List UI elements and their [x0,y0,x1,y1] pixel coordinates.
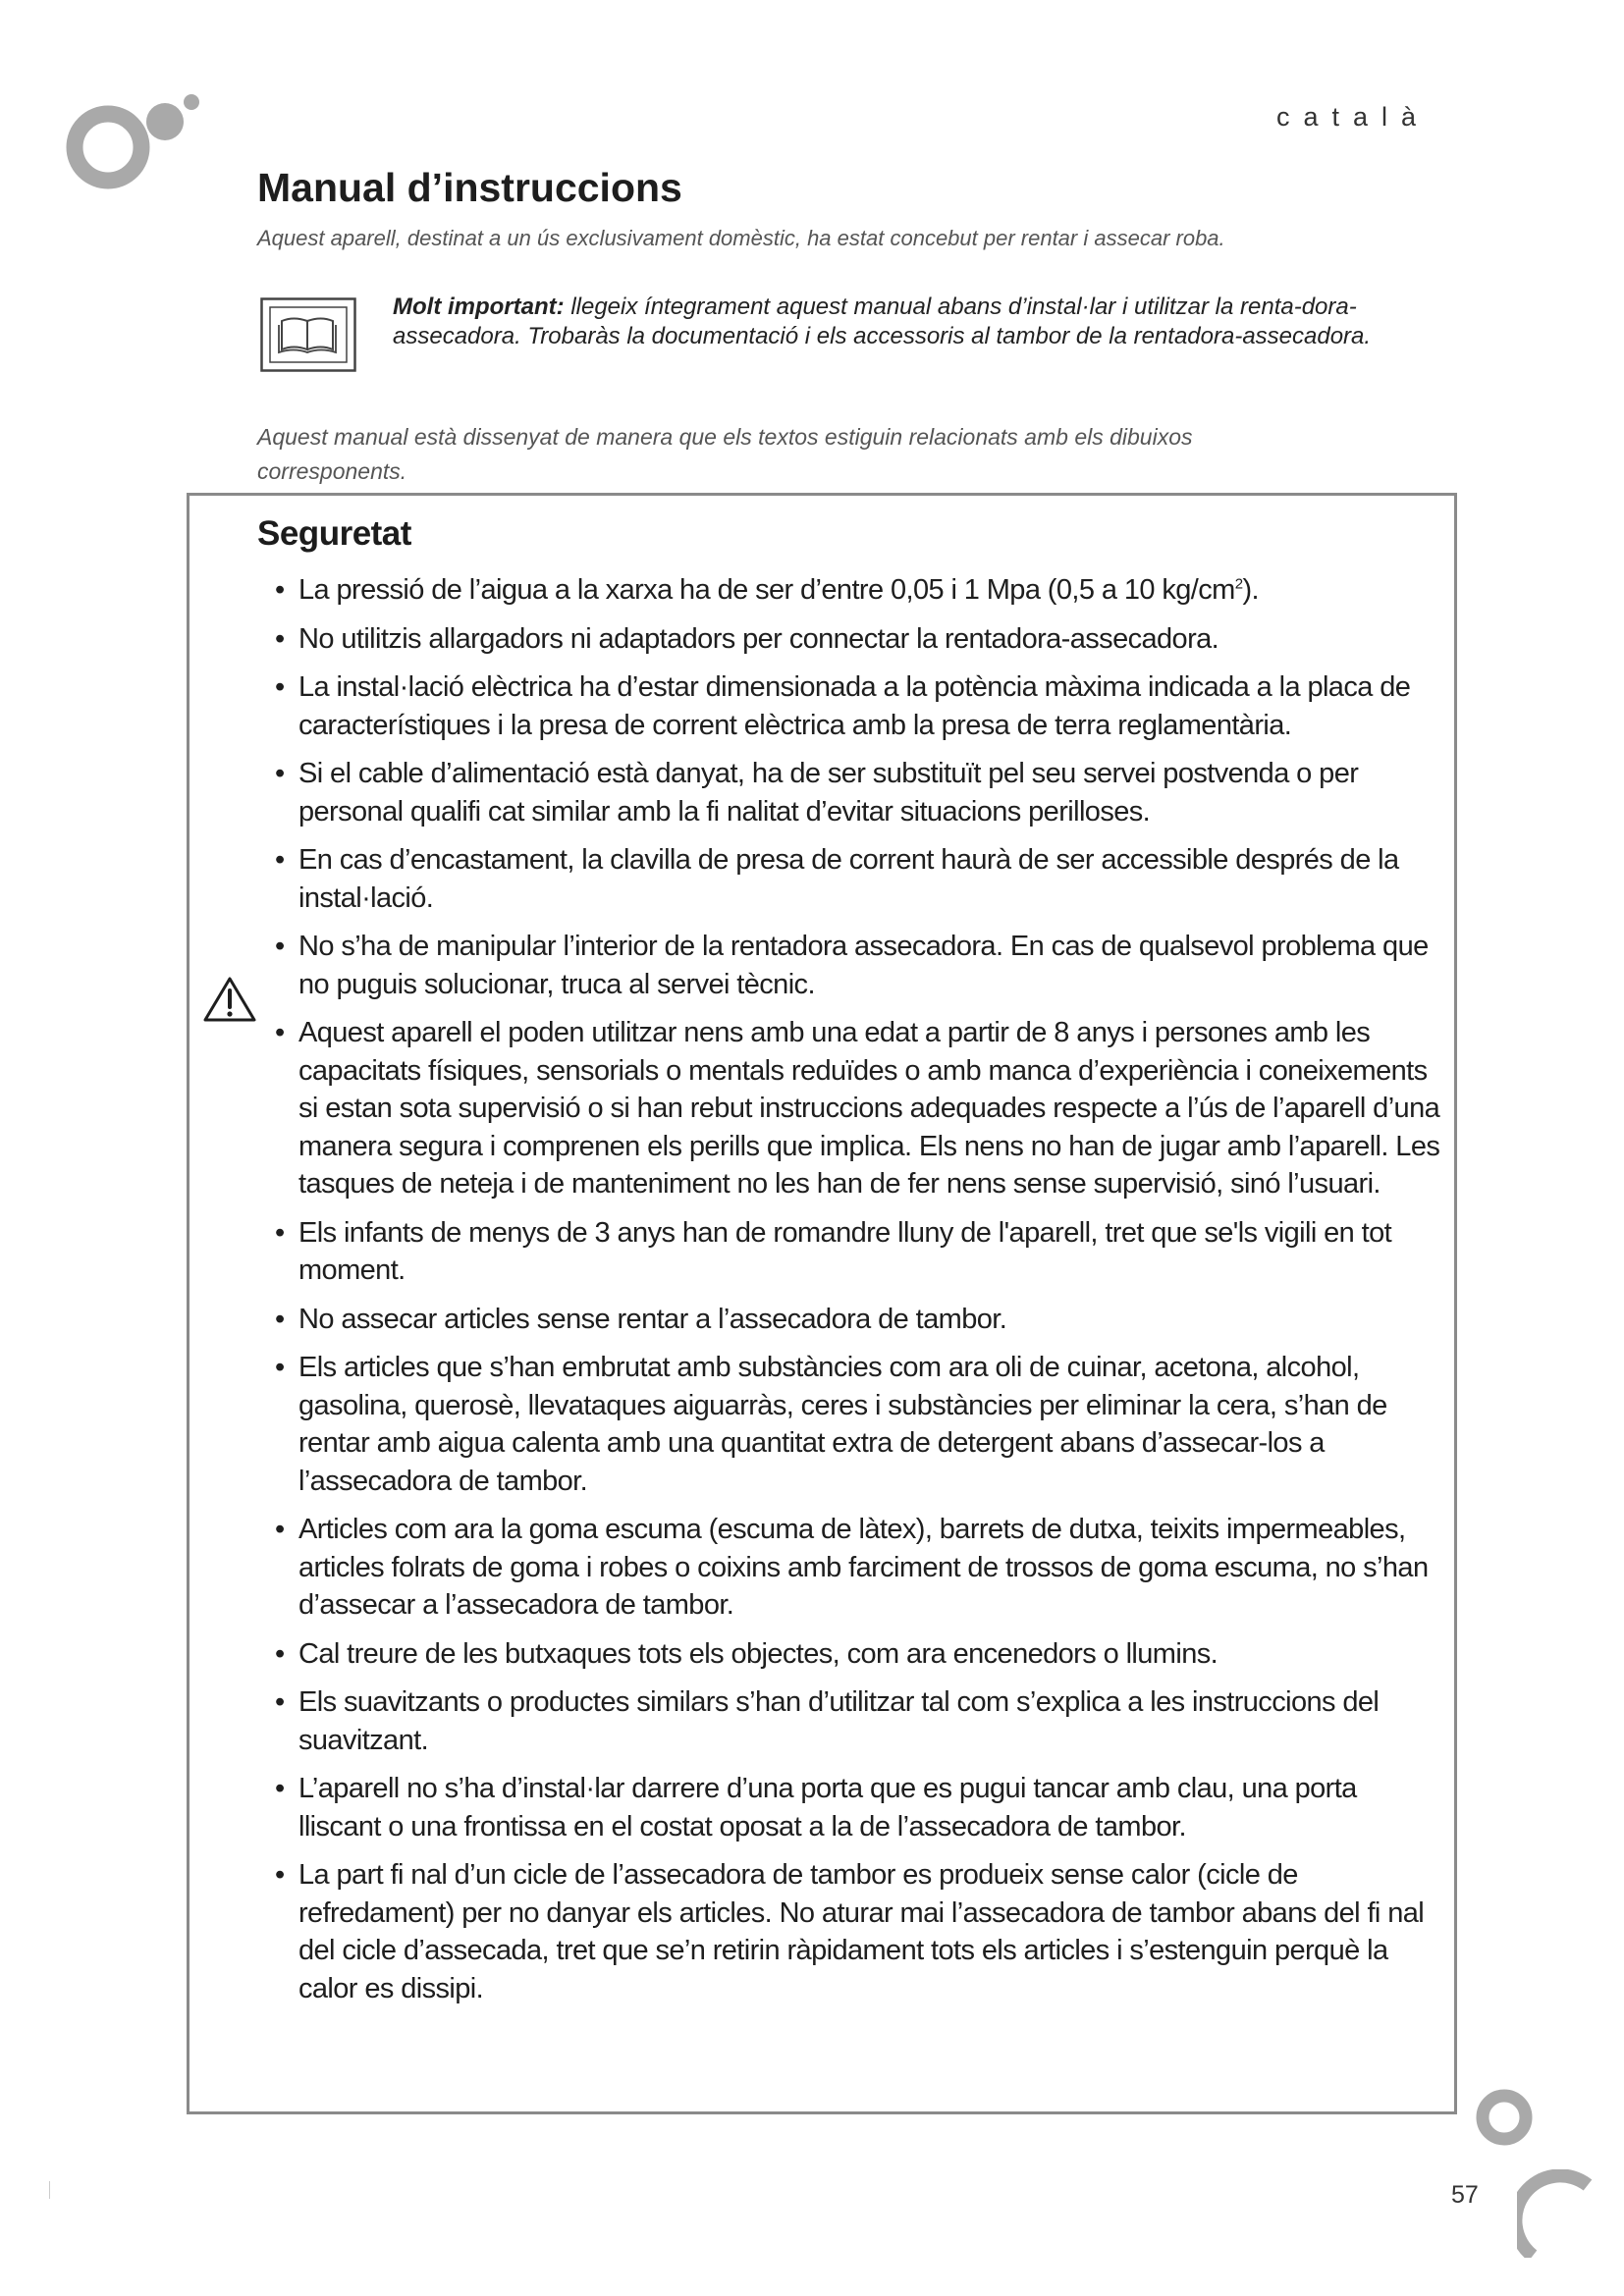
safety-item [275,1511,1443,1625]
safety-item [275,928,1443,1003]
bullet: • [275,931,285,962]
safety-item-text: La part fi nal d’un cicle de l’assecadora de tambor es produeix sense calor (cicle de refredament) per no danyar els articles. No aturar mai l’assecadora de tambor abans del fi nal del cicle d’assecada, tret que se’n retirin ràpidament tots els articles i s’estenguin perquè la calor es dissipi. [298,1859,1425,2004]
safety-item-text: Si el cable d’alimentació està danyat, ha de ser substituït pel seu servei postvenda o per personal qualifi cat similar amb la fi nalitat d’evitar situacions perilloses. [298,758,1359,828]
safety-item [275,571,1443,610]
safety-item-text: No utilitzis allargadors ni adaptadors per connectar la rentadora-assecadora. [298,622,1219,655]
bullet: • [275,1859,285,1891]
bullet: • [275,758,285,789]
safety-item [275,1301,1443,1339]
safety-item [275,668,1443,744]
safety-item [275,1635,1443,1674]
bullet: • [275,671,285,703]
superscript: 2 [1234,575,1243,593]
safety-item-text: La pressió de l’aigua a la xarxa ha de ser d’entre 0,05 i 1 Mpa (0,5 a 10 kg/cm [298,574,1235,606]
design-note: Aquest manual està dissenyat de manera que els textos estiguin relacionats amb els dibuixos corresponents. [257,424,1193,484]
bullet: • [275,1216,285,1249]
language-label: català [1276,102,1431,132]
page-number: 57 [1451,2181,1479,2209]
warning-icon [202,976,257,1023]
bullet: • [275,574,285,606]
safety-item [275,620,1443,659]
important-note [393,293,1434,351]
safety-item-text: La instal·lació elèctrica ha d’estar dimensionada a la potència màxima indicada a la placa de característiques i la presa de corrent elèctrica amb la presa de terra reglamentària. [298,671,1411,741]
safety-item [275,1214,1443,1290]
brand-logo-icon [61,90,200,198]
bullet: • [275,1017,285,1048]
bullet: • [275,844,285,876]
safety-item-text: Cal treure de les butxaques tots els objectes, com ara encenedors o llumins. [298,1637,1218,1670]
edge-mark [49,2181,50,2199]
bullet: • [275,1773,285,1804]
safety-item-suffix: ). [1242,574,1259,606]
safety-item-text: Articles com ara la goma escuma (escuma de làtex), barrets de dutxa, teixits impermeables, articles folrats de goma i robes o coixins amb farciment de trossos de goma escuma, no s’han d’assecar a l’assecadora de tambor. [298,1514,1429,1621]
safety-item-text: Aquest aparell el poden utilitzar nens amb una edat a partir de 8 anys i persones amb les capacitats físiques, sensorials o mentals reduïdes o amb manca d’experiència i coneixements si estan sota supervisió o si han rebut instruccions adequades respecte a l’ús de l’aparell d’una manera segura i comprenen els perills que implica. Els nens no han de jugar amb l’aparell. Les tasques de neteja i de manteniment no les han de fer nens sense supervisió, sinó l’usuari. [298,1017,1440,1200]
safety-item [275,1770,1443,1845]
intro-text: Aquest aparell, destinat a un ús exclusivament domèstic, ha estat concebut per rentar i assecar roba. [257,226,1225,250]
safety-item-text: L’aparell no s’ha d’instal·lar darrere d’una porta que es pugui tancar amb clau, una porta lliscant o una frontissa en el costat oposat a la de l’assecadora de tambor. [298,1773,1357,1842]
important-text: llegeix íntegrament aquest manual abans d’instal·lar i utilitzar la renta-dora-assecadora. Trobaràs la documentació i els accessoris al tambor de la rentadora-assecadora. [393,294,1372,349]
safety-item-text: No s’ha de manipular l’interior de la rentadora assecadora. En cas de qualsevol problema que no puguis solucionar, truca al servei tècnic. [298,931,1429,1000]
safety-item-text: Els infants de menys de 3 anys han de romandre lluny de l'aparell, tret que se'ls vigili en tot moment. [298,1216,1392,1286]
brand-ring-icon [1473,2086,1536,2149]
safety-item-text: En cas d’encastament, la clavilla de presa de corrent haurà de ser accessible després de la instal·lació. [298,844,1399,914]
important-label: Molt important: [393,294,565,320]
bullet: • [275,1352,285,1383]
page-title: Manual d’instruccions [257,165,682,210]
safety-item [275,1014,1443,1203]
bullet: • [275,1637,285,1670]
safety-item [275,1683,1443,1759]
safety-title: Seguretat [257,514,411,553]
bullet: • [275,1303,285,1335]
bullet: • [275,622,285,655]
safety-item [275,1349,1443,1500]
safety-item [275,755,1443,830]
safety-item-text: Els suavitzants o productes similars s’han d’utilitzar tal com s’explica a les instruccions del suavitzant. [298,1686,1380,1756]
safety-item [275,1856,1443,2007]
safety-item [275,841,1443,917]
brand-arc-icon [1517,2169,1596,2258]
bullet: • [275,1514,285,1545]
bullet: • [275,1686,285,1718]
safety-list [275,571,1443,2018]
safety-item-text: No assecar articles sense rentar a l’assecadora de tambor. [298,1303,1007,1335]
book-icon [260,297,356,372]
safety-item-text: Els articles que s’han embrutat amb substàncies com ara oli de cuinar, acetona, alcohol, gasolina, querosè, llevataques aiguarràs, ceres i substàncies per eliminar la cera, s’han de rentar amb aigua calenta amb una quantitat extra de detergent abans d’assecar-los a l’assecadora de tambor. [298,1352,1387,1497]
